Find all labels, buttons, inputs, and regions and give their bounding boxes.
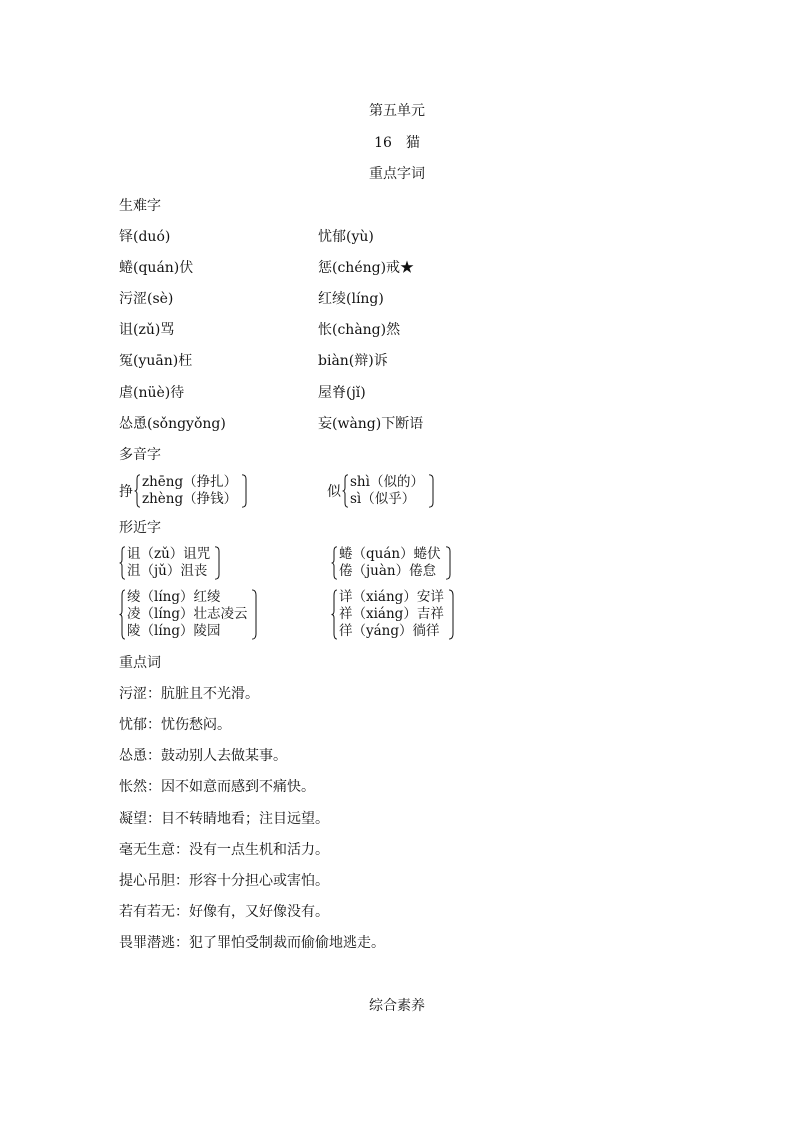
- definition-item: 毫无生意：没有一点生机和活力。: [119, 842, 329, 858]
- bracket-close: [252, 589, 257, 640]
- xingjinzi-heading: 形近字: [119, 520, 161, 536]
- word-item: 虐(nüè)待: [119, 385, 185, 401]
- word-item: 妄(wàng)下断语: [318, 416, 424, 432]
- brace-group: [119, 589, 257, 640]
- word-item: 红绫(líng): [318, 291, 384, 307]
- section-title: 重点字词: [369, 166, 425, 182]
- definition-item: 畏罪潜逃：犯了罪怕受制裁而偷偷地逃走。: [119, 935, 385, 951]
- word-item: 屋脊(jǐ): [318, 385, 366, 401]
- brace-open: [331, 546, 337, 580]
- lesson-title: 16 猫: [374, 135, 420, 151]
- brace-open: [119, 589, 125, 640]
- similar-char-item: 倦（juàn）倦怠: [339, 563, 437, 579]
- brace-open: [119, 546, 125, 580]
- brace-group: [331, 589, 454, 640]
- word-item: 冤(yuān)枉: [119, 353, 193, 369]
- footer-section-title: 综合素养: [369, 998, 425, 1014]
- bracket-close: [242, 474, 247, 508]
- similar-char-item: 沮（jǔ）沮丧: [127, 563, 208, 579]
- polyphone-char: 挣: [119, 484, 133, 500]
- definition-item: 凝望：目不转睛地看；注目远望。: [119, 811, 329, 827]
- polyphone-reading: zhèng（挣钱）: [142, 491, 238, 507]
- word-item: 怂恿(sǒngyǒng): [119, 416, 226, 432]
- polyphone-group-right: [327, 474, 434, 508]
- definition-item: 忧郁：忧伤愁闷。: [119, 717, 231, 733]
- word-item: 蜷(quán)伏: [119, 260, 194, 276]
- definition-item: 若有若无：好像有，又好像没有。: [119, 904, 329, 920]
- similar-char-item: 陵（líng）陵园: [127, 623, 221, 639]
- similar-char-item: 祥（xiáng）吉祥: [339, 606, 444, 622]
- bracket-close: [215, 546, 220, 580]
- similar-char-group: [331, 546, 451, 580]
- similar-char-item: 详（xiáng）安详: [339, 589, 444, 605]
- word-item: biàn(辩)诉: [318, 353, 388, 369]
- similar-char-item: 绫（líng）红绫: [127, 589, 221, 605]
- bracket-close: [429, 474, 434, 508]
- definition-item: 污涩：肮脏且不光滑。: [119, 686, 259, 702]
- word-item: 污涩(sè): [119, 291, 174, 307]
- similar-char-item: 凌（líng）壮志凌云: [127, 606, 248, 622]
- similar-char-group: [119, 546, 220, 580]
- similar-char-item: 徉（yáng）徜徉: [339, 623, 440, 639]
- polyphone-group-left: [119, 474, 247, 508]
- similar-char-item: 诅（zǔ）诅咒: [127, 546, 211, 562]
- polyphone-char: 似: [327, 484, 341, 500]
- polyphone-reading: shì（似的）: [350, 474, 424, 490]
- brace-group: [342, 474, 434, 508]
- word-item: 铎(duó): [119, 229, 171, 245]
- bracket-close: [449, 589, 454, 640]
- brace-group: [331, 546, 451, 580]
- bracket-close: [446, 546, 451, 580]
- definition-item: 怂恿：鼓动别人去做某事。: [119, 748, 287, 764]
- polyphone-reading: zhēng（挣扎）: [142, 474, 238, 490]
- shengnanzi-heading: 生难字: [119, 198, 161, 214]
- brace-open: [134, 474, 140, 508]
- similar-char-group: [331, 589, 454, 640]
- unit-title: 第五单元: [369, 103, 425, 119]
- word-item: 诅(zǔ)骂: [119, 322, 175, 338]
- duoyinzi-heading: 多音字: [119, 447, 161, 463]
- brace-group: [119, 546, 220, 580]
- similar-char-group: [119, 589, 257, 640]
- definition-item: 提心吊胆：形容十分担心或害怕。: [119, 873, 329, 889]
- word-item: 怅(chàng)然: [318, 322, 401, 338]
- polyphone-reading: sì（似乎）: [350, 491, 416, 507]
- brace-open: [342, 474, 348, 508]
- brace-open: [331, 589, 337, 640]
- word-item: 忧郁(yù): [318, 229, 374, 245]
- zhongdianci-heading: 重点词: [119, 655, 161, 671]
- similar-char-item: 蜷（quán）蜷伏: [339, 546, 441, 562]
- word-item: 惩(chéng)戒★: [318, 260, 415, 276]
- definition-item: 怅然：因不如意而感到不痛快。: [119, 779, 315, 795]
- brace-group: [134, 474, 247, 508]
